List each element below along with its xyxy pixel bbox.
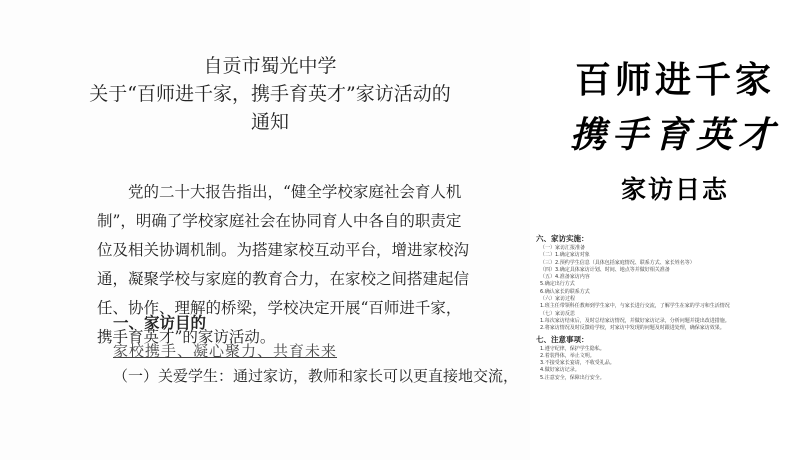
- implementation-line: （三）2.预约学生信息（具体包括家庭情况、联系方式、家长姓名等）: [540, 259, 695, 266]
- implementation-line: （七）家访反思: [540, 310, 576, 317]
- notes-line: 3.不接受家长宴请，不收受礼品。: [540, 360, 615, 367]
- implementation-line: 2.将家访情况及时反馈给学校，对家访中发现的问题及时跟进处理，确保家访效果。: [540, 325, 725, 332]
- school-name: 自贡市蜀光中学: [203, 55, 337, 77]
- implementation-line: 1.每次家访结束后，及时总结家访情况，并做好家访记录，分析问题并提出改进措施。: [540, 317, 730, 324]
- section-item-care-students: （一）关爱学生：通过家访，教师和家长可以更直接地交流，: [113, 367, 519, 385]
- implementation-line: 1.班主任带领科任教师到学生家中，与家长进行交流，了解学生在家的学习和生活情况: [540, 303, 730, 310]
- notice-title-line-3: 通知: [250, 111, 289, 133]
- implementation-line: （一）家访汇报准备: [540, 245, 586, 251]
- home-visit-plan-document: [534, 232, 796, 422]
- implementation-line: 5.确定出行方式: [540, 281, 575, 288]
- notes-list: [534, 346, 796, 382]
- implementation-line: （四）3.确定具体家访计划、时间、地点等并做好相关准备: [540, 266, 670, 273]
- cover-subtitle: 家访日志: [620, 175, 729, 204]
- implementation-line: （六）家访过程: [540, 296, 576, 303]
- cover-title-line-2: 携手育英才: [569, 114, 780, 156]
- notes-line: 2.着装得体，举止文明。: [540, 352, 595, 359]
- implementation-heading: 六、家访实施：: [536, 234, 589, 243]
- notice-title: [60, 52, 480, 136]
- implementation-line: （五）4.准备家访内容: [540, 274, 590, 281]
- implementation-line: 6.确认家长的联系方式: [540, 288, 590, 295]
- notes-line: 4.做好家访记录。: [540, 367, 580, 374]
- notes-line: 5.注意安全，保障出行安全。: [540, 374, 605, 381]
- section-heading-purpose: 一、家访目的: [113, 313, 207, 332]
- intro-paragraph: 党的二十大报告指出，“健全学校家庭社会育人机制”，明确了学校家庭社会在协同育人中各自的职责定位及相关协调机制。为搭建家校互动平台，增进家校沟通，凝聚学校与家庭的教育合力，在家校之间搭建起信任、协作、理解的桥梁，学校决定开展“百师进千家，携手育英才”的家访活动。: [97, 183, 470, 346]
- notes-heading: 七、注意事项：: [536, 334, 589, 344]
- section-slogan: 家校携手、凝心聚力、共育未来: [113, 342, 338, 360]
- notice-title-line-2: 关于“百师进千家，携手育英才”家访活动的: [89, 83, 451, 105]
- cover-title-line-1: 百师进千家: [574, 59, 775, 101]
- notes-line: 1.遵守纪律，保护学生隐私。: [540, 345, 605, 352]
- implementation-list: [534, 245, 796, 333]
- implementation-line: （二）1.确定家访对象: [540, 252, 590, 259]
